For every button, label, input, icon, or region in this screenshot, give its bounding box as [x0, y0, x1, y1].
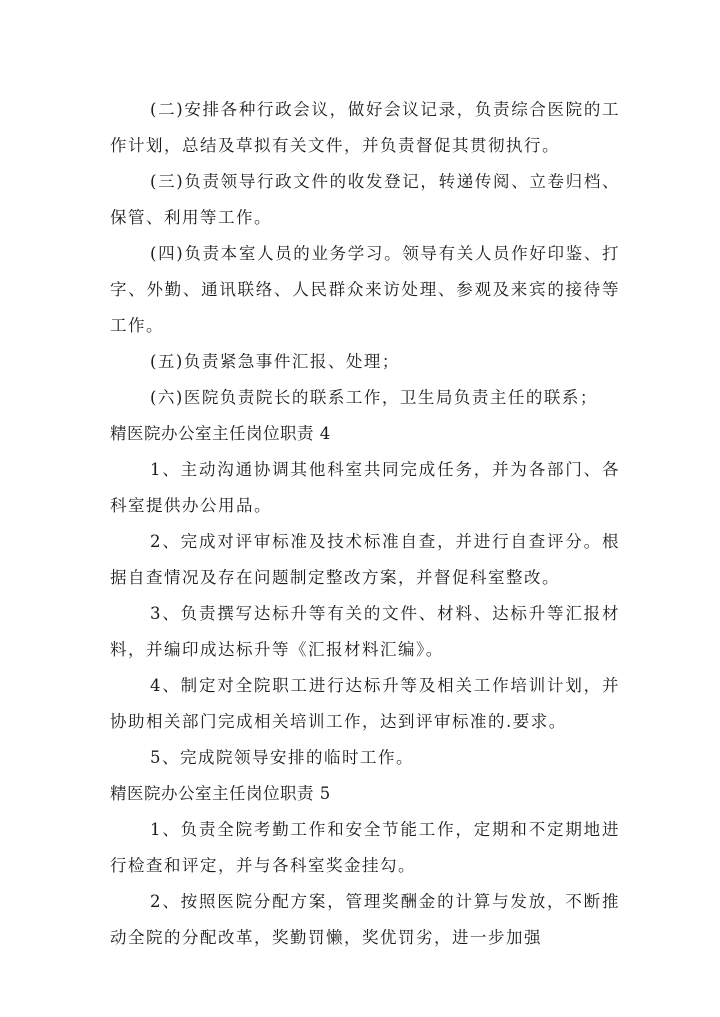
- document-page: [110, 92, 620, 956]
- paragraph: 1、主动沟通协调其他科室共同完成任务，并为各部门、各科室提供办公用品。: [110, 460, 620, 515]
- paragraph: (四)负责本室人员的业务学习。领导有关人员作好印鉴、打字、外勤、通讯联络、人民群众来访处理、参观及来宾的接待等工作。: [110, 244, 620, 335]
- paragraph: (五)负责紧急事件汇报、处理；: [150, 352, 400, 371]
- paragraph: 2、完成对评审标准及技术标准自查，并进行自查评分。根据自查情况及存在问题制定整改方案，并督促科室整改。: [110, 532, 620, 587]
- paragraph: 4、制定对全院职工进行达标升等及相关工作培训计划，并协助相关部门完成相关培训工作，达到评审标准的.要求。: [110, 676, 620, 731]
- section-heading: 精医院办公室主任岗位职责 5: [110, 784, 331, 803]
- section-heading: 精医院办公室主任岗位职责 4: [110, 424, 331, 443]
- paragraph: 2、按照医院分配方案，管理奖酬金的计算与发放，不断推动全院的分配改革，奖勤罚懒，奖优罚劣，进一步加强: [110, 892, 620, 947]
- paragraph: 5、完成院领导安排的临时工作。: [150, 748, 414, 767]
- paragraph: (三)负责领导行政文件的收发登记，转递传阅、立卷归档、保管、利用等工作。: [110, 172, 620, 227]
- paragraph: 3、负责撰写达标升等有关的文件、材料、达标升等汇报材料，并编印成达标升等《汇报材料汇编》。: [110, 604, 620, 659]
- paragraph: (二)安排各种行政会议，做好会议记录，负责综合医院的工作计划，总结及草拟有关文件，并负责督促其贯彻执行。: [110, 100, 620, 155]
- paragraph: (六)医院负责院长的联系工作，卫生局负责主任的联系；: [150, 388, 598, 407]
- paragraph: 1、负责全院考勤工作和安全节能工作，定期和不定期地进行检查和评定，并与各科室奖金挂勾。: [110, 820, 620, 875]
